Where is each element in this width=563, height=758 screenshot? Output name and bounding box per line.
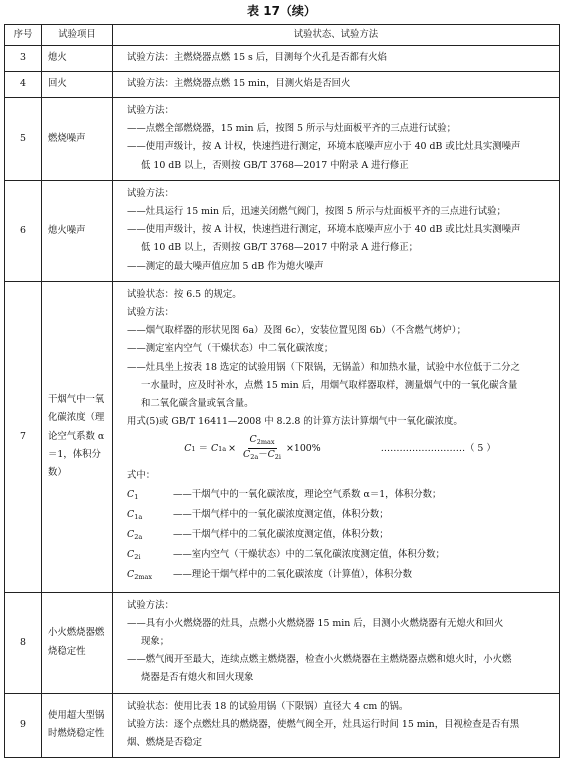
where-label: 式中： [127,470,156,482]
symbol-definition: ——干烟气中的一氧化碳浓度，理论空气系数 α＝1，体积分数； [173,488,442,500]
dash-line: ——测定的最大噪声值应加 5 dB 作为熄火噪声 [127,260,324,272]
row-number: 9 [5,693,42,758]
header-item: 试验项目 [42,25,113,46]
formula-den-a: C [243,449,251,461]
table-row [5,46,560,72]
dash-continuation: 烧器是否有熄火和回火现象 [141,672,254,684]
equation-number: ………………………（ 5 ） [380,442,496,454]
formula-numerator [248,434,277,449]
method-heading: 试验方法： [127,307,174,319]
row-number: 5 [5,98,42,181]
dash-line: ——灶具运行 15 min 后，迅速关闭燃气阀门，按图 5 所示与灶面板平齐的三点进行试验； [127,206,506,218]
dash-continuation: 现象； [141,636,170,648]
row-item: 回火 [42,72,113,98]
dash-line: ——具有小火燃烧器的灶具，点燃小火燃烧器 15 min 后，目测小火燃烧器有无熄火和回火 [127,617,504,629]
dash-line: ——测定室内空气（干燥状态）中二氧化碳浓度； [127,343,334,355]
method-line: 试验方法：逐个点燃灶具的燃烧器，使燃气阀全开，灶具运行时间 15 min，目视检查是否有黑 [127,718,520,730]
table-row [5,693,560,758]
dash-continuation: 和二氧化碳含量或氧含量。 [141,398,254,410]
symbol: $C_{2max}$ [127,569,153,582]
table-row [5,592,560,693]
row-number: 7 [5,281,42,592]
row-item: 干烟气中一氧化碳浓度（理论空气系数 α＝1，体积分数） [42,281,113,592]
dash-line: ——点燃全部燃烧器，15 min 后，按图 5 所示与灶面板平齐的三点进行试验； [127,123,456,135]
row-item: 熄火噪声 [42,180,113,281]
row-number: 6 [5,180,42,281]
symbol-definition: ——室内空气（干燥状态）中的二氧化碳浓度测定值，体积分数； [173,549,445,561]
formula-lhs: C [184,442,192,454]
row-number: 4 [5,72,42,98]
symbol-definitions [127,486,553,587]
formula-den-b-sub: 2i [274,453,282,462]
status-line: 试验状态：按 6.5 的规定。 [127,288,242,300]
method-heading: 试验方法： [127,187,174,199]
formula-5 [127,434,553,463]
formula-c1a-sub: 1a [218,444,227,453]
dash-line: ——燃气阀开至最大，连续点燃主燃烧器，检查小火燃烧器在主燃烧器点燃和熄火时，小火燃 [127,654,512,666]
row-number: 8 [5,592,42,693]
symbol: $C_1$ [127,488,139,501]
row-item: 熄火 [42,46,113,72]
formula-den-b: C [267,449,275,461]
table-row [5,180,560,281]
formula-lhs-sub: 1 [191,444,196,453]
method-heading: 试验方法： [127,599,174,611]
dash-continuation: 低 10 dB 以上，否则按 GB/T 3768—2017 中附录 A 进行修正 [141,159,409,171]
calc-line: 用式(5)或 GB/T 16411—2008 中 8.2.8 的计算方法计算烟气中一氧化碳浓度。 [127,416,463,428]
row-method [113,281,560,592]
dash-continuation: 低 10 dB 以上，否则按 GB/T 3768—2017 中附录 A 进行修正； [141,242,418,254]
symbol: $C_{1a}$ [127,508,143,521]
status-line: 试验状态：使用比表 18 的试验用锅（下限锅）直径大 4 cm 的锅。 [127,700,409,712]
formula-percent: ×100% [286,442,321,454]
row-method [113,592,560,693]
formula-fraction [241,434,283,463]
row-method [113,46,560,72]
formula-num-c: C [249,434,257,446]
method-heading: 试验方法： [127,105,174,116]
formula-times: × [228,442,237,454]
dash-line: ——灶具坐上按表 18 选定的试验用锅（下限锅，无锅盖）和加热水量，试验中水位低于二分之 [127,361,520,373]
dash-line: ——烟气取样器的形状见图 6a）及图 6c），安装位置见图 6b）（不含燃气烤炉）； [127,325,466,337]
table-title: 表 17（续） [247,4,316,18]
dash-continuation: 一水量时，应及时补水，点燃 15 min 后，用烟气取样器取样，测量烟气中的一氧化碳含量 [141,379,518,391]
table-row [5,72,560,98]
symbol: $C_{2i}$ [127,549,141,562]
symbol-definition: ——干烟气样中的二氧化碳浓度测定值，体积分数； [173,529,389,541]
dash-line: ——使用声级计，按 A 计权，快速挡进行测定，环境本底噪声应小于 40 dB 或比灶具实测噪声 [127,141,521,153]
formula-c1a: C [210,442,219,454]
row-method [113,98,560,181]
dash-line: ——使用声级计，按 A 计权，快速挡进行测定，环境本底噪声应小于 40 dB 或比灶具实测噪声 [127,224,521,236]
header-method: 试验状态、试验方法 [113,25,560,46]
table-row [5,281,560,592]
symbol-definition: ——干烟气样中的一氧化碳浓度测定值，体积分数； [173,508,389,520]
row-method [113,180,560,281]
row-method [113,693,560,758]
formula-num-sub: 2max [256,438,275,447]
formula-minus: － [258,449,268,461]
row-number: 3 [5,46,42,72]
row-item: 燃烧噪声 [42,98,113,181]
row-method [113,72,560,98]
table-header-row [5,25,560,46]
test-method-table [4,24,560,758]
row-item: 使用超大型锅时燃烧稳定性 [42,693,113,758]
method-line: 试验方法：主燃烧器点燃 15 s 后，目测每个火孔是否都有火焰 [127,52,388,63]
method-line: 烟、燃烧是否稳定 [127,737,203,749]
table-row [5,98,560,181]
header-no: 序号 [5,25,42,46]
method-line: 试验方法：主燃烧器点燃 15 min，目测火焰是否回火 [127,78,351,89]
symbol-definition: ——理论干烟气样中的二氧化碳浓度（计算值），体积分数 [173,569,413,581]
symbol: $C_{2a}$ [127,529,143,542]
formula-den-a-sub: 2a [250,453,259,462]
formula-equals: ＝ [198,442,208,454]
row-item: 小火燃烧器燃烧稳定性 [42,592,113,693]
formula-denominator [241,449,283,463]
